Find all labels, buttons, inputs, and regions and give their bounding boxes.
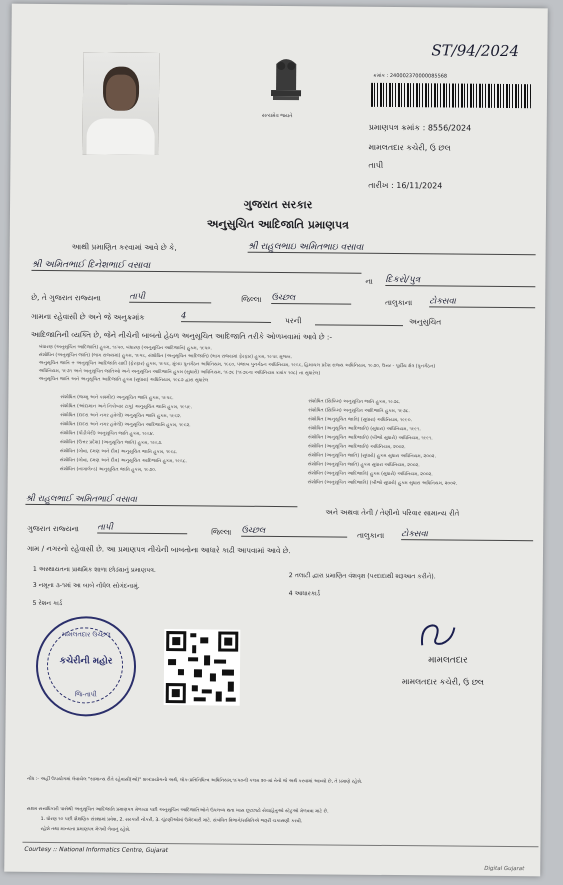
relation: દિકરો/પુત્ર (385, 275, 535, 287)
barcode (371, 83, 531, 108)
district-value-2: તાપી (97, 522, 187, 534)
applicant-name: શ્રી રાહુલભાઇ અમિતભાઇ વસાવા (248, 242, 536, 256)
signatory-office: મામલતદાર કચેરી, ઉ્ર છલ (401, 677, 485, 687)
basis-item: 1 અસ્થાયતના પ્રાથમિક શાળા છોડ્યાનું પ્રમાણપત્ર. (32, 565, 156, 574)
certificate-page (4, 4, 548, 877)
national-emblem-icon (261, 50, 312, 112)
government-title: ગુજરાત સરકાર (243, 197, 313, 212)
order-left: સંશોધિત (આંદામાન અને નિકોબાર ટાપુ) અનુસૂચિત જાતિ હુકમ, ૧૯૫૯. (60, 404, 193, 411)
father-name: શ્રી અમિતભાઈ દિનેશભાઈ વસાવા (31, 260, 361, 274)
district-label: જિલ્લા (241, 294, 262, 304)
state-label-2: ગુજરાત રાજ્યના (27, 523, 79, 534)
handwritten-reference: ST/94/2024 (431, 41, 520, 61)
blank-line (315, 324, 403, 326)
signatory-title: મામલતદાર (428, 655, 468, 666)
basis-item: 5 રેશન કાર્ડ (32, 599, 63, 608)
village-value: ટોક્સવા (429, 296, 535, 308)
order-right: સંશોધિત (અનુસૂચિત જાતિ) (સુધારા) અધિનિયમ, ૧૯૯૦. (308, 417, 413, 424)
footer-note: રહેશે તથા માન્યતા પ્રમાણપત્ર મેળવી લેવાનું રહેશે. (40, 826, 131, 833)
residence-text: અને અથવા તેની / તેણીનો પરિવાર સામાન્ય રીતે (325, 508, 460, 518)
order-line: અધિનિયમ, ૧૯૭૧ અને અનુસૂચિત જાતિઓ અને અનુસૂચિત આદિજાતિ હુકમ (સુધારો) અધિનિયમ, ૧૯૭૬ (૧૯૭૬ના અધિનિયમ ક્રમાંક ૧૦૮) ના સુધારેલ) (38, 368, 321, 377)
na-label: ના (365, 276, 373, 286)
office-name: મામલતદાર કચેરી, ઉ્ર છલ (368, 142, 451, 153)
order-left: સંશોધિત (ઉત્તર પ્રદેશ) (અનુસૂચિત જાતિ) હુકમ, ૧૯૬૭. (59, 440, 163, 447)
order-left: સંશોધિત (જમ્મુ અને કાશ્મીર) અનુસૂચિત જાતિ હુકમ, ૧૯૫૬. (60, 395, 174, 402)
digital-gujarat-text: Digital Gujarat (484, 865, 525, 873)
order-right: સંશોધિત (સિક્કિમ) અનુસૂચિત આદિજાતિ હુકમ, ૧૯૭૮. (308, 408, 410, 415)
order-left: સંશોધિત (નાગાલેન્ડ) અનુસૂચિત જાતિ હુકમ, ૧૯૭૦. (59, 467, 157, 473)
taluka-value: ઉચ્છલ (271, 293, 351, 305)
emblem-motto: સત્યમેવ જયતે (261, 112, 293, 120)
order-right: સંશોધિત (અનુસૂચિત જાતિ) (સુધારો) હુકમ સુધારા અધિનિયમ, ૨૦૦૨. (307, 453, 436, 460)
order-line: સંશોધિત (અનુસૂચિત જાતિ) (ભાગ રાજ્યમાં) હુકમ, ૧૯૫૬, સંશોધિત (અનુસૂચિત આદિજાતિ) (ભાગ રાજ્યમાં ફેરફાર) હુકમ, ૧૯૫૬ મુજબ. (38, 352, 293, 361)
basis-item: 2 તલાટી દ્વારા પ્રમાણિત વંશવૃક્ષ (પરદાદાથી શરૂઆત કરીને). (288, 572, 436, 581)
order-left: સંશોધિત (દાદરા અને નગર હવેલી) અનુસૂચિત આદિજાતિ હુકમ, ૧૯૬૨. (60, 422, 191, 429)
taluka-label: તાલુકાના (385, 297, 413, 308)
seal-top-text: મામલતદાર ઉચ્છલ (61, 630, 111, 639)
district-label-2: જિલ્લા (211, 527, 232, 537)
order-line: અનુસૂચિત જાતિ + અનુસૂચિત આદિજાતિ યાદી (ફેરફાર) હુકમ, ૧૯૫૬, મુંબઇ પુનર્ગઠન અધિનિયમ, ૧૯૬૦, પંજાબ પુનર્ગઠન અધિનિયમ, ૧૯૬૬, હિમાચલ પ્રદેશ રાજ્ય અધિનિયમ, ૧૯૭૦, ઉત્તર - પૂર્વીય ક્ષેત્ર (પુનર્ગઠન) (38, 360, 436, 370)
order-right: સંશોધિત (અનુસૂચિત આદિજાતિ) (બીજો સુધારો) અધિનિયમ, ૧૯૯૧. (307, 435, 433, 442)
office-seal (36, 616, 137, 717)
identification-text: આદિજાતિની વ્યક્તિ છે, જેને નીચેની બાબતો હેઠળ અનુસૂચિત આદિજાતિ તરીકે ઓળખવામાં આવે છે :- (30, 329, 333, 342)
seal-mid-text: કચેરીની મહોર (59, 656, 113, 667)
qr-code (164, 629, 241, 706)
footer-note: 1. ધોરણ ૧૦ પછી શૈક્ષણિક સંસ્થામાં પ્રવેશ, 2. સરકારી નોકરી, 3. ચૂંટણીઓમાં ઉમેદવારી માટે. સંબંધિત વિભાગે/સમિતિએ જરૂરી ચકાસણી કરવી. (40, 816, 303, 825)
footer-note: નોંધ :- અહીં ઉપયોગમાં લેવાયેલ "સામાન્ય રીતે રહેવાસી(ઓ)" શબ્દપ્રયોગનો અર્થ, લોક-પ્રતિનિધિત્વ અધિનિયમ,૧૯૫૦ની કલમ ૨૦-માં તેનો જે અર્થ કરવામાં આવ્યો છે, તે પ્રમાણે રહેશે. (27, 776, 363, 785)
serial-in-schedule: 4 (181, 311, 271, 323)
seal-bottom-text: જિ-તાપી (74, 690, 97, 699)
courtesy-text: Courtesy :: National Informatics Centre, Gujarat (24, 845, 169, 855)
district-value: તાપી (129, 292, 211, 304)
certificate-number: પ્રમાણપત્ર ક્રમાંક : 8556/2024 (368, 122, 472, 133)
order-right: સંશોધિત (અનુસૂચિત આદિજાતિ) અધિનિયમ, ૨૦૦૨. (307, 444, 406, 451)
certificate-title: અનુસુચિત આદિજાતિ પ્રમાણપત્ર (206, 217, 349, 232)
serial-number: ક્રમાંક : 240002370000085568 (373, 72, 448, 80)
footer-note: સક્ષમ સત્તાધિકારી પાસેથી અનુસૂચિત આદિજાતિ પ્રમાણપત્ર મેળવ્યા પછી અનુસૂચિત આદિજાતિઓને ઉપલબ્ધ થતા ખાસ છૂટછાટો સેવા/હેતુઓ સ્ટેટુઓ મેળવવા માટે છે. (26, 806, 329, 815)
order-right: સંશોધિત (અનુસૂચિત આદિજાતિ) (બીજો સુધારો) હુકમ સુધારા અધિનિયમ, ૨૦૦૨. (307, 480, 458, 487)
resident-label: ગામના રહેવાસી છે અને જે અનુક્રમાંક (31, 311, 145, 322)
taluka-value-2: ઉચ્છલ (241, 526, 347, 538)
taluka-name: તાપી (368, 160, 384, 170)
order-left: સંશોધિત (ગોવા, દમણ અને દીવ) અનુસૂચિત આદિજાતિ હુકમ, ૧૯૬૮. (59, 458, 187, 465)
suffix-label: પરની (285, 316, 302, 326)
order-right: સંશોધિત (સિક્કિમ) અનુસૂચિત જાતિ હુકમ, ૧૯૭૮. (308, 399, 401, 406)
intro-label: આથી પ્રમાણિત કરવામાં આવે છે કે, (71, 242, 177, 253)
order-right: સંશોધિત (અનુસૂચિત આદિજાતિ) હુકમ (સુધારો) અધિનિયમ, ૨૦૦૨. (307, 471, 433, 478)
issue-date: તારીખ : 16/11/2024 (368, 180, 443, 191)
order-left: સંશોધિત (ગોવા, દમણ અને દીવ) અનુસૂચિત જાતિ હુકમ, ૧૯૬૮. (59, 449, 178, 456)
basis-intro: ગામ / નગરનો રહેવાસી છે. આ પ્રમાણપત્ર નીચેની બાબતોના આધારે કાઢી આપવામાં આવે છે. (27, 543, 291, 556)
order-line: બંધારણ (અનુસૂચિત આદિજાતિ) હુકમ, ૧૯૫૦, બંધારણ (અનુસૂચિત આદિજાતિ) હુકમ, ૧૯૫૦. (38, 344, 212, 352)
basis-item: 4 આધારકાર્ડ (288, 590, 321, 598)
suffix-label-2: અનુસુચિત (408, 317, 442, 327)
applicant-name-repeat: શ્રી રાહુલભાઈ અમિતભાઈ વસાવા (25, 494, 297, 507)
village-value-2: ટોક્સવા (401, 529, 533, 541)
state-label: છે, તે ગુજરાત રાજ્યના (31, 292, 101, 303)
order-left: સંશોધિત (દાદરા અને નગર હવેલી) અનુસૂચિત જાતિ હુકમ, ૧૯૬૨. (60, 413, 182, 420)
applicant-photo (82, 52, 159, 155)
signature-icon (418, 617, 458, 651)
order-left: સંશોધિત (પોંડીચેરી) અનુસૂચિત જાતિ હુકમ, ૧૯૬૪. (60, 431, 155, 437)
order-right: સંશોધિત (અનુસૂચિત આદિજાતિ) (સુધારા) અધિનિયમ, ૧૯૯૧. (308, 426, 421, 433)
basis-item: 3 નમૂના ૩-૧માં આ બાબે નોંધેલ સોગંદનામું. (32, 581, 140, 590)
order-line: અનુસૂચિત જાતિ અને અનુસૂચિત આદિજાતિ હુકમ (સુધારા) અધિનિયમ, ૧૯૮૭ દ્વારા સુધારેલ (38, 376, 209, 384)
order-right: સંશોધિત (અનુસૂચિત જાતિ) હુકમ સુધારા અધિનિયમ, ૨૦૦૨. (307, 462, 420, 469)
taluka-label-2: તાલુકાના (357, 530, 385, 540)
